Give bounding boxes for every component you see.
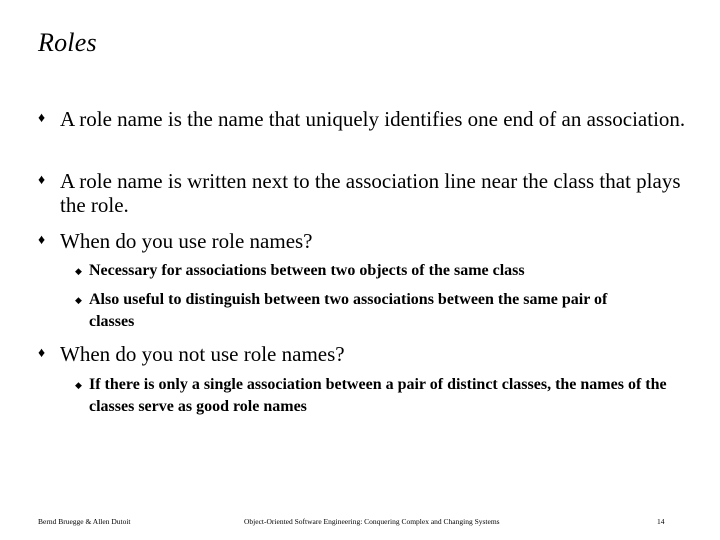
bullet-text: A role name is written next to the association line near the class that plays the role. — [60, 169, 681, 217]
sub-bullet-text: If there is only a single association between a pair of distinct classes, the names of the classes serve as good role names — [89, 376, 667, 415]
diamond-bullet-icon: ♦ — [38, 173, 46, 188]
small-diamond-bullet-icon: ◆ — [75, 266, 82, 276]
small-diamond-bullet-icon: ◆ — [75, 380, 82, 390]
bullet-item — [38, 229, 700, 253]
sub-bullet-item — [75, 374, 679, 418]
bullet-text: When do you use role names? — [60, 229, 313, 253]
diamond-bullet-icon: ♦ — [38, 111, 46, 126]
slide-title: Roles — [38, 28, 97, 57]
footer-authors: Bernd Bruegge & Allen Dutoit — [38, 517, 131, 526]
bullet-item — [38, 342, 700, 366]
sub-bullet-item — [75, 260, 689, 282]
bullet-item — [38, 169, 700, 217]
sub-bullet-item — [75, 289, 649, 333]
diamond-bullet-icon: ♦ — [38, 346, 46, 361]
bullet-text: When do you not use role names? — [60, 342, 345, 366]
diamond-bullet-icon: ♦ — [38, 233, 46, 248]
bullet-text: A role name is the name that uniquely identifies one end of an association. — [60, 107, 686, 131]
footer-book-title: Object-Oriented Software Engineering: Conquering Complex and Changing Systems — [244, 517, 500, 526]
small-diamond-bullet-icon: ◆ — [75, 295, 82, 305]
sub-bullet-text: Necessary for associations between two objects of the same class — [89, 262, 525, 279]
bullet-item — [38, 107, 700, 131]
sub-bullet-text: Also useful to distinguish between two associations between the same pair of classes — [89, 291, 608, 330]
footer-page-number: 14 — [657, 517, 665, 526]
